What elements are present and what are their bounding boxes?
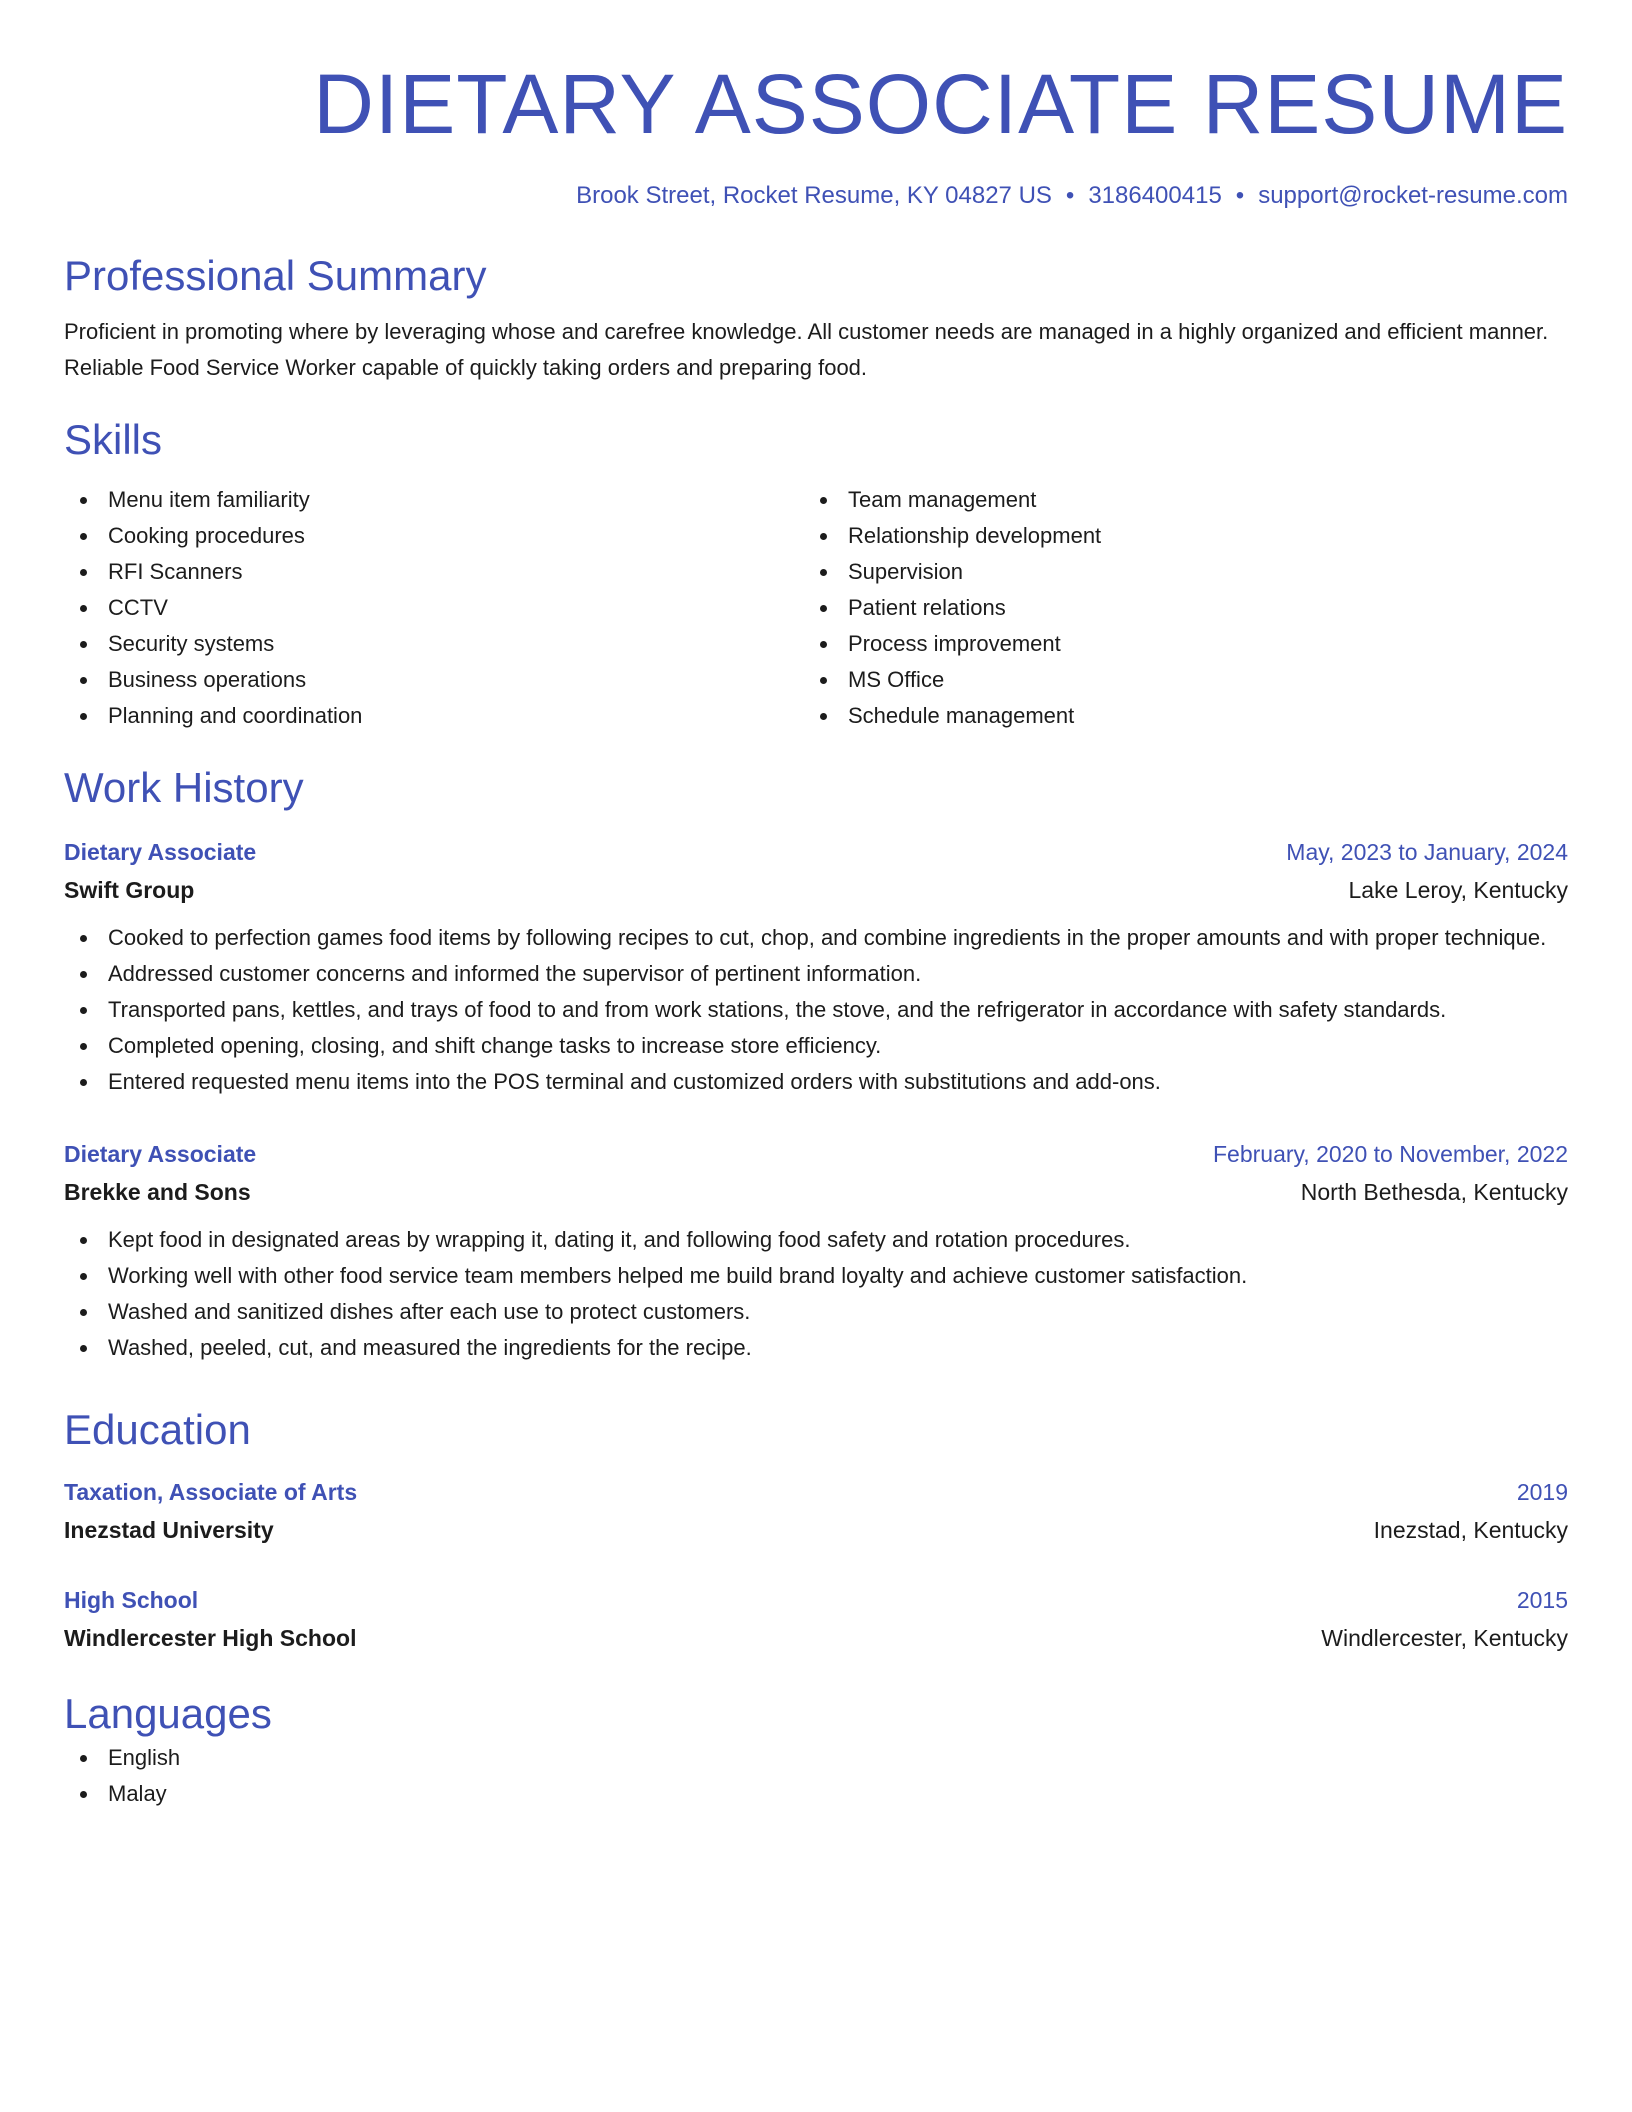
education-section: [64, 1404, 1568, 1658]
education-location: Inezstad, Kentucky: [1373, 1517, 1568, 1543]
resume-header: [64, 54, 1568, 212]
job-duty: Entered requested menu items into the POS terminal and customized orders with substitutions and add-ons.: [64, 1064, 1568, 1100]
job-duty: Completed opening, closing, and shift change tasks to increase store efficiency.: [64, 1028, 1568, 1064]
job-company: Swift Group: [64, 877, 195, 903]
contact-line: [64, 180, 1568, 212]
job-duty: Working well with other food service team members helped me build brand loyalty and achieve customer satisfaction.: [64, 1258, 1568, 1294]
job-company-row: [64, 870, 1568, 910]
education-entry: [64, 1582, 1568, 1658]
skills-column-right: [804, 482, 1544, 734]
contact-separator: •: [1235, 182, 1245, 209]
job-role: Dietary Associate: [64, 839, 257, 865]
skills-column-left: [64, 482, 804, 734]
job-duty: Washed, peeled, cut, and measured the ingredients for the recipe.: [64, 1330, 1568, 1366]
skill-item: CCTV: [64, 590, 804, 626]
skill-item: Relationship development: [804, 518, 1544, 554]
education-school: Inezstad University: [64, 1517, 274, 1543]
skill-item: Process improvement: [804, 626, 1544, 662]
job-duty: Addressed customer concerns and informed the supervisor of pertinent information.: [64, 956, 1568, 992]
skill-item: Menu item familiarity: [64, 482, 804, 518]
skill-item: MS Office: [804, 662, 1544, 698]
skill-item: Patient relations: [804, 590, 1544, 626]
skill-item: Schedule management: [804, 698, 1544, 734]
language-item: Malay: [64, 1776, 1568, 1812]
job-title-row: [64, 1136, 1568, 1172]
job-duty: Kept food in designated areas by wrapping it, dating it, and following food safety and rotation procedures.: [64, 1222, 1568, 1258]
skill-item: RFI Scanners: [64, 554, 804, 590]
education-year: 2015: [1516, 1587, 1568, 1613]
contact-email: support@rocket-resume.com: [1258, 182, 1568, 209]
job-entry: [64, 834, 1568, 1100]
language-item: English: [64, 1740, 1568, 1776]
education-location: Windlercester, Kentucky: [1321, 1625, 1568, 1651]
job-location: North Bethesda, Kentucky: [1300, 1179, 1568, 1205]
education-degree-row: [64, 1474, 1568, 1510]
job-entry: [64, 1136, 1568, 1366]
summary-heading: Professional Summary: [64, 252, 487, 299]
languages-heading: Languages: [64, 1690, 272, 1737]
education-school-row: [64, 1618, 1568, 1658]
education-entry: [64, 1474, 1568, 1550]
job-dates: May, 2023 to January, 2024: [1286, 839, 1568, 865]
job-location: Lake Leroy, Kentucky: [1348, 877, 1568, 903]
education-degree-row: [64, 1582, 1568, 1618]
skills-list-left: [64, 482, 804, 734]
summary-text: Proficient in promoting where by leveraging whose and carefree knowledge. All customer needs are managed in a highly organized and efficient manner. Reliable Food Service Worker capable of quickly taking orders and preparing food.: [64, 319, 1549, 380]
resume-title: DIETARY ASSOCIATE RESUME: [313, 57, 1568, 151]
job-duty: Transported pans, kettles, and trays of food to and from work stations, the stove, and the refrigerator in accordance with safety standards.: [64, 992, 1568, 1028]
job-duty: Cooked to perfection games food items by following recipes to cut, chop, and combine ingredients in the proper amounts and with proper technique.: [64, 920, 1568, 956]
contact-address: Brook Street, Rocket Resume, KY 04827 US: [576, 182, 1052, 209]
education-heading: Education: [64, 1406, 251, 1453]
skill-item: Supervision: [804, 554, 1544, 590]
education-degree: Taxation, Associate of Arts: [64, 1479, 358, 1505]
skill-item: Business operations: [64, 662, 804, 698]
skills-section: [64, 414, 1568, 734]
skill-item: Planning and coordination: [64, 698, 804, 734]
contact-separator: •: [1065, 182, 1075, 209]
education-degree: High School: [64, 1587, 199, 1613]
job-role: Dietary Associate: [64, 1141, 257, 1167]
job-duties: [64, 920, 1568, 1100]
skills-heading: Skills: [64, 416, 163, 463]
job-company: Brekke and Sons: [64, 1179, 251, 1205]
job-dates: February, 2020 to November, 2022: [1212, 1141, 1568, 1167]
skills-grid: [64, 482, 1568, 734]
education-year: 2019: [1516, 1479, 1568, 1505]
work-history-heading: Work History: [64, 764, 304, 811]
work-history-section: [64, 762, 1568, 1366]
education-school: Windlercester High School: [64, 1625, 357, 1651]
skill-item: Cooking procedures: [64, 518, 804, 554]
summary-section: [64, 250, 1568, 386]
job-duties: [64, 1222, 1568, 1366]
contact-phone: 3186400415: [1088, 182, 1222, 209]
languages-list: [64, 1740, 1568, 1812]
skills-list-right: [804, 482, 1544, 734]
job-title-row: [64, 834, 1568, 870]
skill-item: Team management: [804, 482, 1544, 518]
languages-section: [64, 1688, 1568, 1812]
job-company-row: [64, 1172, 1568, 1212]
education-school-row: [64, 1510, 1568, 1550]
job-duty: Washed and sanitized dishes after each use to protect customers.: [64, 1294, 1568, 1330]
skill-item: Security systems: [64, 626, 804, 662]
